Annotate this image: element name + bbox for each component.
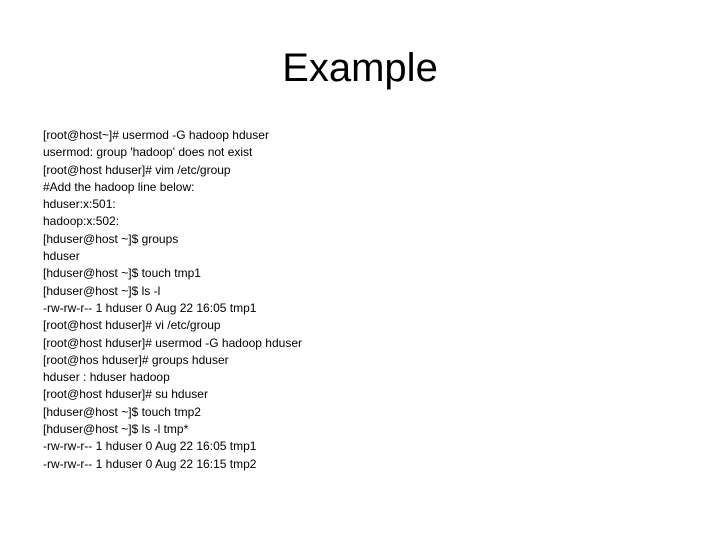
terminal-transcript — [43, 127, 683, 473]
transcript-line: hduser : hduser hadoop — [43, 370, 170, 385]
transcript-line: [hduser@host ~]$ ls -l tmp* — [43, 422, 189, 437]
slide-title-container — [0, 44, 720, 92]
transcript-line: [root@host hduser]# vim /etc/group — [43, 162, 231, 177]
transcript-line: [hduser@host ~]$ ls -l — [43, 283, 161, 298]
transcript-line: hduser:x:501: — [43, 197, 116, 212]
transcript-line: hadoop:x:502: — [43, 214, 120, 229]
transcript-line: usermod: group 'hadoop' does not exist — [43, 145, 253, 160]
transcript-line: [root@host hduser]# su hduser — [43, 387, 208, 402]
transcript-line: [hduser@host ~]$ groups — [43, 231, 179, 246]
transcript-line: #Add the hadoop line below: — [43, 179, 195, 194]
transcript-line: -rw-rw-r-- 1 hduser 0 Aug 22 16:05 tmp1 — [43, 300, 257, 315]
slide-title: Example — [282, 46, 438, 90]
transcript-line: [root@host~]# usermod -G hadoop hduser — [43, 128, 269, 142]
transcript-line: -rw-rw-r-- 1 hduser 0 Aug 22 16:05 tmp1 — [43, 439, 257, 454]
transcript-line: [hduser@host ~]$ touch tmp2 — [43, 404, 201, 419]
transcript-line: [root@host hduser]# usermod -G hadoop hduser — [43, 335, 302, 350]
transcript-line: hduser — [43, 249, 80, 264]
transcript-line: [root@host hduser]# vi /etc/group — [43, 318, 221, 333]
transcript-line: [hduser@host ~]$ touch tmp1 — [43, 266, 201, 281]
transcript-line: -rw-rw-r-- 1 hduser 0 Aug 22 16:15 tmp2 — [43, 456, 257, 471]
transcript-line: [root@hos hduser]# groups hduser — [43, 352, 229, 367]
